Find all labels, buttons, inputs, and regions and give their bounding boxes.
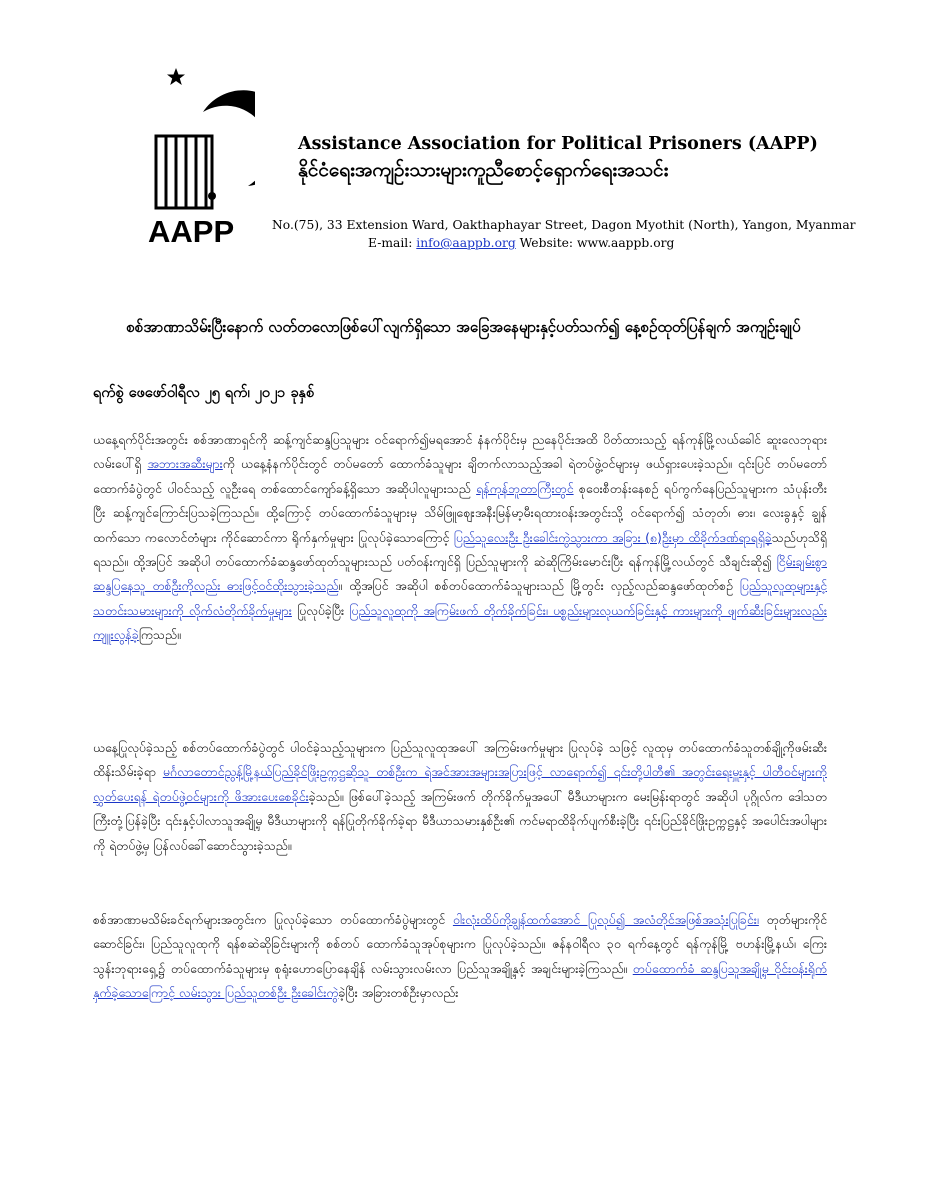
- aapp-logo: [148, 66, 255, 246]
- paragraph-2: [93, 736, 827, 858]
- letterhead: [148, 66, 856, 250]
- paragraph-text: ယနေ့ပြုလုပ်ခဲ့သည့် စစ်တပ်ထောက်ခံပွဲတွင် ပါဝင်ခဲ့သည့်သူများက ပြည်သူလူထုအပေါ် အကြမ်းဖက်မှုများ ပြုလုပ်ခဲ့ သဖြင့် လူထုမှ တပ်ထောက်ခံသူတစ်ချို့ကိုဖမ်းဆီးထိန်းသိမ်းခဲ့ရာ: [93, 740, 827, 780]
- document-date: ရက်စွဲ ဖေဖော်ဝါရီလ ၂၅ ရက်၊ ၂၀၂၁ ခုနှစ်: [93, 385, 315, 401]
- email-label: E-mail:: [368, 236, 413, 250]
- paragraph-text: စုဝေးစီတန်းနေစဉ် ရပ်ကွက်နေပြည်သူများက သံပုန်းတီးပြီး ဆန့်ကျင်ကြောင်းပြသခဲ့ကြသည်။ ထို့ကြောင့် တပ်ထောက်ခံသူများမှ သိမ်ဖြူဈေးအနီးမြန်မာ့မီးရထားဝန်းအတွင်းသို့ ဝင်ရောက်၍ သံတုတ်၊ ဓား၊ လေးခွနှင့် ချွန်ထက်သော ကလောင်တံများ ကိုင်ဆောင်ကာ ရိုက်နှက်မှုများ ပြုလုပ်ခဲ့သောကြောင့်: [93, 480, 827, 545]
- paragraph-text: ပြုလုပ်ခဲ့ပြီး: [291, 602, 350, 618]
- inline-link[interactable]: အဘားအဆီးများ: [147, 456, 223, 472]
- paragraph-text: သည်ဟုသိရှိရသည်။ ထို့အပြင် အဆိုပါ တပ်ထောက်ခံဆန္ဒဖော်ထုတ်သူများသည် ပတ်ဝန်းကျင်ရှိ ပြည်သူများကို ဆဲဆိုကြိမ်းမောင်းပြီး ရန်ကုန်မြို့လယ်တွင် သီချင်းဆို၍: [93, 529, 827, 570]
- prison-bars-icon: [156, 136, 212, 208]
- inline-link[interactable]: ရန်ကုန်ဘူတာကြီးတွင်: [476, 480, 574, 496]
- contact-line: [368, 236, 674, 250]
- paragraph-text: စစ်အာဏာမသိမ်းခင်ရက်များအတွင်းက ပြုလုပ်ခဲ့သော တပ်ထောက်ခံပွဲများတွင်: [93, 912, 453, 927]
- inline-link[interactable]: ငြိမ်းချမ်းစွာ ဆန္ဒပြနေသူ တစ်ဦးကိုလည်း ဓားဖြင့်ဝင်ထိုးသွားခဲ့သည်: [93, 554, 827, 594]
- inline-link[interactable]: ပြည်သူလူထုကို အကြမ်းဖက် တိုက်ခိုက်ခြင်း၊ ပစ္စည်းများလုယက်ခြင်းနှင့် ကားများကို ဖျက်ဆီးခြင်းများလည်း ကျူးလွန်ခဲ့: [93, 602, 827, 643]
- inline-link[interactable]: ပြည်သူလေးဦး ဦးခေါင်းကွဲသွားကာ အခြား (၈)ဦးမှာ ထိခိုက်ဒဏ်ရာရရှိခဲ့: [453, 529, 772, 545]
- org-name-en: Assistance Association for Political Prisoners (AAPP): [298, 134, 818, 154]
- inline-link[interactable]: မင်္ဂလာတောင်ညွန့်မြို့နယ်ပြည်ခိုင်ဖြိုးဥက္ကဋ္ဌဆိုသူ တစ်ဦးက ရဲအင်အားအများအပြားဖြင့် လာရောက်၍ ၎င်းတို့ပါတီ၏ အတွင်းရေးမှူးနှင့် ပါတီဝင်များကို လွှတ်ပေးရန် ရဲတပ်ဖွဲ့ဝင်များကို ဖိအားပေးစေခိုင်း: [93, 764, 827, 804]
- logo-text: AAPP: [148, 214, 235, 246]
- org-name-my: နိုင်ငံရေးအကျဉ်းသားများကူညီစောင့်ရှောက်ရေးအသင်း: [298, 159, 669, 181]
- inline-link[interactable]: ပြည်သူလူထုများနှင့် သတင်းသမားများကို လိုက်လံတိုက်ခိုက်မှုများ: [93, 578, 827, 618]
- inline-link[interactable]: ဝါးလုံးထိပ်ကိုချွန်ထက်အောင် ပြုလုပ်၍ အလံတိုင်အဖြစ်အသုံးပြုခြင်း၊: [452, 912, 759, 927]
- paragraph-text: ယနေ့ရက်ပိုင်းအတွင်း စစ်အာဏာရှင်ကို ဆန့်ကျင်ဆန္ဒပြသူများ ဝင်ရောက်၍မရအောင် နံနက်ပိုင်းမှ ညနေပိုင်းအထိ ပိတ်ထားသည့် ရန်ကုန်မြို့လယ်ခေါင် ဆူးလေဘုရားလမ်းပေါ်ရှိ: [93, 432, 827, 472]
- paragraph-text: ကို ယနေ့နံနက်ပိုင်းတွင် တပ်မတော် ထောက်ခံသူများ ချိတက်လာသည့်အခါ ရဲတပ်ဖွဲ့ဝင်များမှ ဖယ်ရှားပေးခဲ့သည်။ ၎င်းပြင် တပ်မတော်ထောက်ခံပွဲတွင် ပါဝင်သည့် လူဦးရေ တစ်ထောင်ကျော်ခန့်ရှိသော အဆိုပါလူများသည်: [93, 456, 827, 496]
- paragraph-1: [93, 428, 827, 648]
- org-address: No.(75), 33 Extension Ward, Oakthaphayar Street, Dagon Myothit (North), Yangon, Myanmar: [272, 218, 856, 232]
- website-text: www.aappb.org: [576, 236, 675, 250]
- paragraph-text: ကြသည်။: [138, 627, 181, 643]
- paragraph-text: တုတ်များကိုင်ဆောင်ခြင်း၊ ပြည်သူလူထုကို ရန်စဆဲဆိုခြင်းများကို စစ်တပ် ထောက်ခံသူအုပ်စုများက ပြုလုပ်ခဲ့သည်။ ဇန်နဝါရီလ ၃၀ ရက်နေ့တွင် ရန်ကုန်မြို့ ဗဟန်းမြို့နယ်၊ ကြေးသွန်းဘုရားရှေ့၌ တပ်ထောက်ခံသူများမှ စုရုံးဟောပြောနေချိန် လမ်းသွားလမ်းလာ ပြည်သူအချို့နှင့် အချင်းများခဲ့ကြသည်။: [93, 912, 827, 976]
- website-label: Website:: [519, 236, 574, 250]
- paragraph-text: ခဲ့သည်။ ဖြစ်ပေါ်ခဲ့သည့် အကြမ်းဖက် တိုက်ခိုက်မှုအပေါ် မီဒီယာများက မေးမြန်းရာတွင် အဆိုပါ ပုဂ္ဂိုလ်က ဒေါသတကြီးတုံ့ပြန်ခဲ့ပြီး ၎င်းနှင့်ပါလာသူအချို့မှ မီဒီယာများကို ရန်ပြုတိုက်ခိုက်ခဲ့ရာ မီဒီယာသမားနှစ်ဦး၏ ကင်မရာထိခိုက်ပျက်စီးခဲ့ပြီး ၎င်းပြည်ခိုင်ဖြိုးဥက္ကဋ္ဌနှင့် အပေါင်းအပါများကို ရဲတပ်ဖွဲ့မှ ပြန်လပ်ခေါ်ဆောင်သွားခဲ့သည်။: [93, 788, 828, 853]
- paragraph-text: ခဲ့ပြီး အခြားတစ်ဦးမှာလည်း: [338, 985, 459, 1001]
- document-title: စစ်အာဏာသိမ်းပြီးနောက် လတ်တလောဖြစ်ပေါ်လျက်ရှိသော အခြေအနေများနှင့်ပတ်သက်၍ နေ့စဉ်ထုတ်ပြန်ချက် အကျဉ်းချုပ်: [126, 318, 801, 336]
- inline-link[interactable]: တပ်ထောက်ခံ ဆန္ဒပြသူအချို့မှ ဝိုင်းဝန်းရိုက်နှက်ခဲ့သောကြောင့် လမ်းသွား ပြည်သူတစ်ဦး ဦးခေါင်းကွဲ: [93, 960, 827, 1001]
- star-icon: [167, 68, 185, 85]
- email-link[interactable]: info@aappb.org: [416, 236, 516, 250]
- paragraph-text: ။ ထို့အပြင် အဆိုပါ စစ်တပ်ထောက်ခံသူများသည် မြို့တွင်း လှည့်လည်ဆန္ဒဖော်ထုတ်စဉ်: [338, 578, 740, 594]
- paragraph-3: [93, 908, 827, 1006]
